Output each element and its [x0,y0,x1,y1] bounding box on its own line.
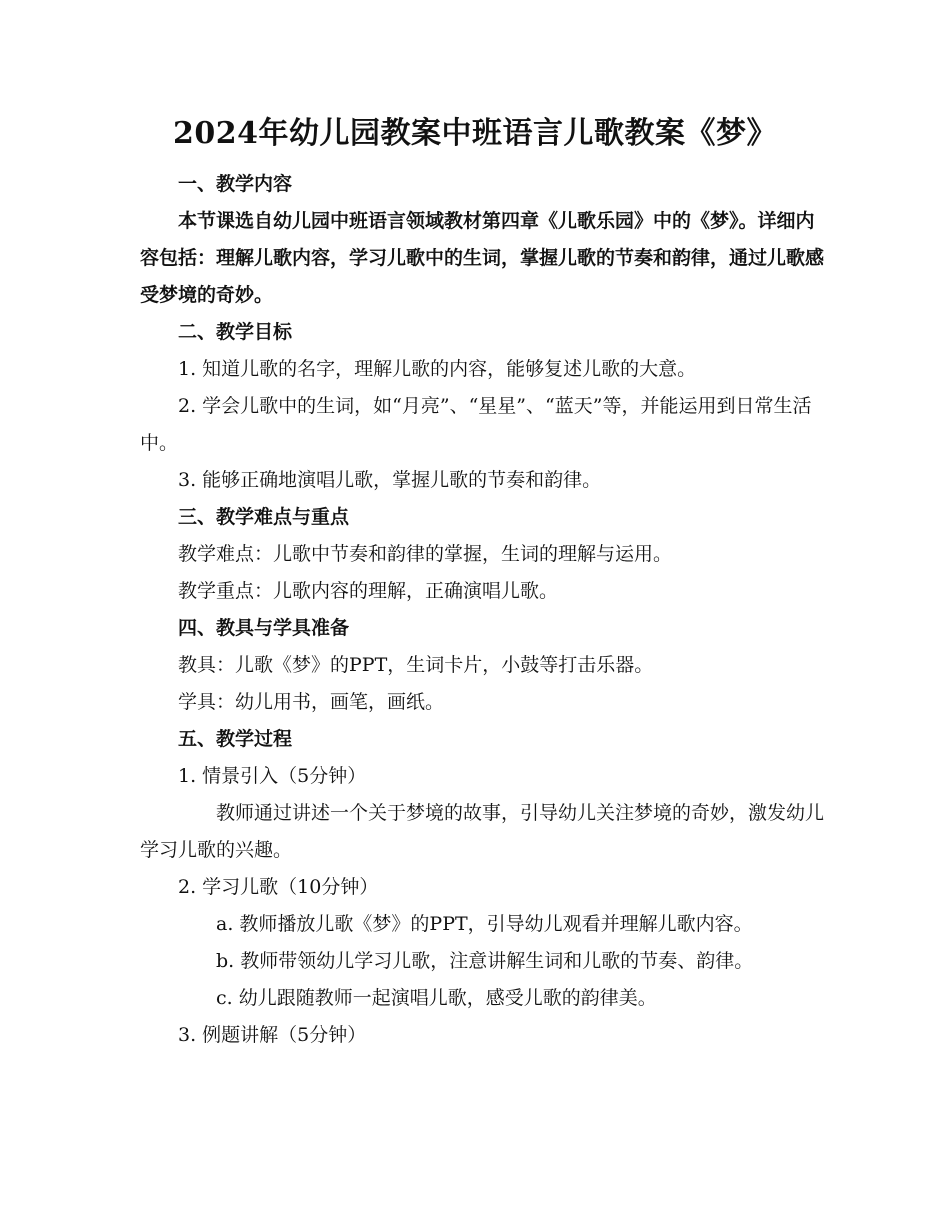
step-2-item-a: a. 教师播放儿歌《梦》的PPT，引导幼儿观看并理解儿歌内容。 [216,913,753,935]
step-2-item-b: b. 教师带领幼儿学习儿歌，注意讲解生词和儿歌的节奏、韵律。 [216,950,754,972]
step-1-text: 教师通过讲述一个关于梦境的故事，引导幼儿关注梦境的奇妙，激发幼儿学习儿歌的兴趣。 [140,802,825,861]
student-tools: 学具：幼儿用书，画笔，画纸。 [178,691,445,713]
teacher-tools: 教具：儿歌《梦》的PPT，生词卡片，小鼓等打击乐器。 [178,654,654,676]
goal-item-1: 1. 知道儿歌的名字，理解儿歌的内容，能够复述儿歌的大意。 [178,358,697,380]
goal-item-2: 2. 学会儿歌中的生词，如“月亮”、“星星”、“蓝天”等，并能运用到日常生活中。 [140,395,812,454]
section-heading-teaching-goals: 二、教学目标 [178,321,293,343]
step-2-item-c: c. 幼儿跟随教师一起演唱儿歌，感受儿歌的韵律美。 [216,987,657,1009]
section-heading-process: 五、教学过程 [178,728,293,750]
step-2-title: 2. 学习儿歌（10分钟） [178,876,379,898]
document-body [140,166,830,1054]
section-heading-materials: 四、教具与学具准备 [178,617,350,639]
step-1-title: 1. 情景引入（5分钟） [178,765,367,787]
step-3-title: 3. 例题讲解（5分钟） [178,1024,367,1046]
section-heading-difficulty-key: 三、教学难点与重点 [178,506,350,528]
section-heading-teaching-content: 一、教学内容 [178,173,293,195]
teaching-key-point: 教学重点：儿歌内容的理解，正确演唱儿歌。 [178,580,559,602]
document-title: 2024年幼儿园教案中班语言儿歌教案《梦》 [173,116,777,151]
teaching-difficulty: 教学难点：儿歌中节奏和韵律的掌握，生词的理解与运用。 [178,543,673,565]
goal-item-3: 3. 能够正确地演唱儿歌，掌握儿歌的节奏和韵律。 [178,469,602,491]
teaching-content-paragraph: 本节课选自幼儿园中班语言领域教材第四章《儿歌乐园》中的《梦》。详细内容包括：理解儿歌内容，学习儿歌中的生词，掌握儿歌的节奏和韵律，通过儿歌感受梦境的奇妙。 [140,210,825,306]
